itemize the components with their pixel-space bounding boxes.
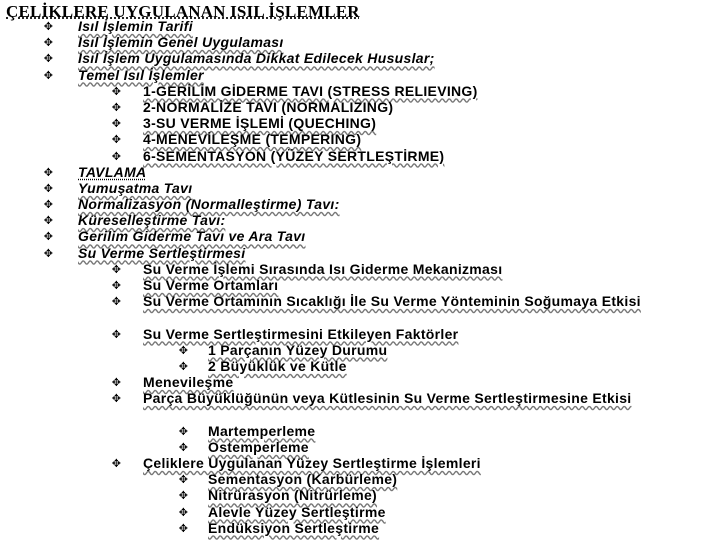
list-item bbox=[0, 293, 720, 325]
bullet-icon: ✥ bbox=[111, 100, 122, 114]
item-text: Isıl İşlemin Tarifi bbox=[78, 18, 193, 34]
item-text: Su Verme Ortamları bbox=[143, 277, 279, 293]
bullet-icon: ✥ bbox=[178, 489, 189, 503]
topic-outline bbox=[0, 18, 720, 536]
item-text: 1-GERİLİM GİDERME TAVI (STRESS RELIEVING) bbox=[143, 82, 478, 99]
item-text: Su Verme İşlemi Sırasında Isı Giderme Mekanizması bbox=[143, 260, 503, 277]
bullet-icon: ✥ bbox=[111, 279, 122, 292]
bullet-icon: ✥ bbox=[111, 149, 122, 163]
bullet-icon: ✥ bbox=[178, 505, 189, 519]
bullet-icon: ✥ bbox=[111, 117, 122, 131]
item-text: 6-SEMENTASYON (YÜZEY SERTLEŞTİRME) bbox=[143, 147, 445, 164]
item-text: Normalizasyon (Normalleştirme) Tavı: bbox=[78, 196, 340, 213]
bullet-icon: ✥ bbox=[43, 230, 54, 244]
bullet-icon: ✥ bbox=[178, 473, 189, 487]
item-text: Su Verme Ortamının Sıcaklığı İle Su Verme Yönteminin Soğumaya Etkisi bbox=[143, 293, 641, 310]
list-item bbox=[0, 34, 720, 50]
list-item bbox=[0, 196, 720, 212]
list-item bbox=[0, 50, 720, 66]
bullet-icon: ✥ bbox=[43, 20, 54, 33]
item-text: 3-SU VERME İŞLEMİ (QUECHING) bbox=[143, 115, 377, 132]
item-text: Isıl İşlemin Genel Uygulaması bbox=[78, 34, 284, 51]
list-item bbox=[0, 18, 720, 34]
list-item bbox=[0, 390, 720, 422]
list-item bbox=[0, 439, 720, 455]
item-text: Çeliklere Uygulanan Yüzey Sertleştirme İşlemleri bbox=[143, 455, 481, 472]
list-item bbox=[0, 455, 720, 471]
list-item bbox=[0, 504, 720, 520]
bullet-icon: ✥ bbox=[111, 457, 122, 471]
list-item bbox=[0, 99, 720, 115]
item-text: Temel Isıl İşlemler bbox=[78, 66, 204, 83]
item-text: Isıl İşlem Uygulamasında Dikkat Edilecek Hususlar; bbox=[78, 50, 435, 67]
list-item bbox=[0, 520, 720, 536]
list-item bbox=[0, 245, 720, 261]
list-item bbox=[0, 212, 720, 228]
page-title: ÇELİKLERE UYGULANAN ISIL İŞLEMLER bbox=[6, 2, 360, 21]
list-item bbox=[0, 358, 720, 374]
bullet-icon: ✥ bbox=[178, 343, 189, 357]
item-text: Ostemperleme bbox=[208, 438, 309, 455]
item-text: TAVLAMA bbox=[78, 163, 147, 180]
item-text: Gerilim Giderme Tavı ve Ara Tavı bbox=[78, 228, 306, 245]
item-text: Küreselleştirme Tavı: bbox=[78, 212, 226, 229]
list-item bbox=[0, 228, 720, 244]
item-text: Yumuşatma Tavı bbox=[78, 179, 193, 196]
list-item bbox=[0, 148, 720, 164]
list-item bbox=[0, 115, 720, 131]
item-text: Sementasyon (Karbürleme) bbox=[208, 471, 398, 488]
list-item bbox=[0, 374, 720, 390]
item-text: 1 Parçanın Yüzey Durumu bbox=[208, 341, 388, 358]
list-item bbox=[0, 83, 720, 99]
bullet-icon: ✥ bbox=[43, 198, 54, 212]
list-item bbox=[0, 342, 720, 358]
item-text: 4-MENEVİLEŞME (TEMPERING) bbox=[143, 131, 362, 148]
list-item bbox=[0, 487, 720, 503]
item-text: Su Verme Sertleştirmesini Etkileyen Faktörler bbox=[143, 325, 459, 342]
item-text: Endüksiyon Sertleştirme bbox=[208, 519, 380, 536]
item-text: 2-NORMALİZE TAVI (NORMALIZING) bbox=[143, 98, 394, 115]
bullet-icon: ✥ bbox=[111, 133, 122, 147]
bullet-icon: ✥ bbox=[178, 440, 189, 454]
list-item bbox=[0, 277, 720, 293]
list-item bbox=[0, 180, 720, 196]
item-text: Alevle Yüzey Sertleştirme bbox=[208, 503, 386, 520]
list-item bbox=[0, 131, 720, 147]
bullet-icon: ✥ bbox=[178, 359, 189, 373]
item-text: 2 Büyüklük ve Kütle bbox=[208, 357, 347, 374]
bullet-icon: ✥ bbox=[43, 181, 54, 195]
bullet-icon: ✥ bbox=[111, 392, 122, 406]
item-text: Parça Büyüklüğünün veya Kütlesinin Su Verme Sertleştirmesine Etkisi bbox=[143, 390, 632, 407]
bullet-icon: ✥ bbox=[43, 246, 54, 260]
item-text: Su Verme Sertleştirmesi bbox=[78, 244, 246, 261]
bullet-icon: ✥ bbox=[178, 521, 189, 535]
item-text: Menevileşme bbox=[143, 374, 234, 391]
item-text: Nitrürasyon (Nitrürleme) bbox=[208, 487, 378, 504]
list-item bbox=[0, 67, 720, 83]
bullet-icon: ✥ bbox=[111, 376, 122, 390]
bullet-icon: ✥ bbox=[43, 165, 54, 179]
bullet-icon: ✥ bbox=[43, 68, 54, 82]
bullet-icon: ✥ bbox=[111, 327, 122, 341]
bullet-icon: ✥ bbox=[178, 424, 189, 438]
bullet-icon: ✥ bbox=[111, 262, 122, 276]
bullet-icon: ✥ bbox=[43, 214, 54, 228]
list-item bbox=[0, 423, 720, 439]
bullet-icon: ✥ bbox=[43, 36, 54, 50]
item-text: Martemperleme bbox=[208, 422, 316, 439]
list-item bbox=[0, 164, 720, 180]
bullet-icon: ✥ bbox=[43, 52, 54, 66]
bullet-icon: ✥ bbox=[111, 84, 122, 98]
list-item bbox=[0, 261, 720, 277]
list-item bbox=[0, 471, 720, 487]
list-item bbox=[0, 326, 720, 342]
bullet-icon: ✥ bbox=[111, 295, 122, 309]
